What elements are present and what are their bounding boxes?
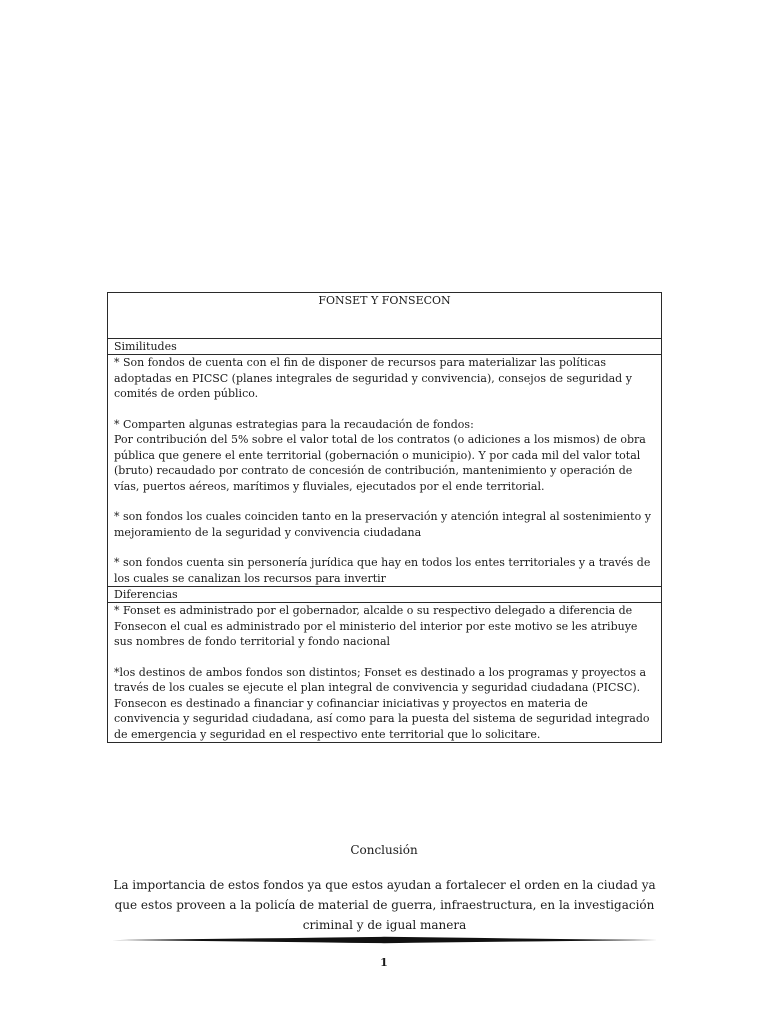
diferencia-paragraph: *los destinos de ambos fondos son distintos; Fonset es destinado a los programas y proyectos a través de los cuales se ejecute el plan integral de convivencia y seguridad ciudadana (PICSC). bbox=[114, 665, 647, 694]
similitud-paragraph: * son fondos los cuales coinciden tanto en la preservación y atención integral al sostenimiento y mejoramiento de la seguridad y convivencia ciudadana bbox=[114, 510, 651, 539]
diferencias-content bbox=[108, 603, 662, 743]
diferencias-label: Diferencias bbox=[108, 587, 662, 603]
similitud-paragraph: Por contribución del 5% sobre el valor total de los contratos (o adiciones a los mismos) de obra pública que genere el ente territorial (gobernación o municipio). Y por cada mil del valor total (bruto) recaudado por contrato de concesión de contribución, mantenimiento y operación de vías, puertos aéreos, marítimos y fluviales, ejecutados por el ende territorial. bbox=[114, 433, 646, 493]
similitudes-label: Similitudes bbox=[108, 339, 662, 355]
conclusion-text: La importancia de estos fondos ya que estos ayudan a fortalecer el orden en la ciudad ya que estos proveen a la policía de material de guerra, infraestructura, en la investigación criminal y de igual manera bbox=[113, 878, 656, 932]
table-title: FONSET Y FONSECON bbox=[108, 293, 662, 339]
similitud-paragraph: * son fondos cuenta sin personería jurídica que hay en todos los entes territoriales y a través de los cuales se canalizan los recursos para invertir bbox=[114, 556, 651, 585]
similitud-paragraph: * Comparten algunas estrategias para la recaudación de fondos: bbox=[114, 417, 474, 431]
diferencia-paragraph: Fonsecon es destinado a financiar y cofinanciar iniciativas y proyectos en materia de convivencia y seguridad ciudadana, así como para la puesta del sistema de seguridad integrado de emergencia y seguridad en el respectivo ente territorial que lo solicitare. bbox=[114, 696, 650, 741]
conclusion-heading: Conclusión bbox=[350, 843, 418, 857]
page-number: 1 bbox=[380, 956, 388, 969]
diferencia-paragraph: * Fonset es administrado por el gobernador, alcalde o su respectivo delegado a diferencia de Fonsecon el cual es administrado por el ministerio del interior por este motivo se les atribuye sus nombres de fondo territorial y fondo nacional bbox=[114, 604, 638, 648]
footer-divider bbox=[112, 936, 657, 944]
similitud-paragraph: * Son fondos de cuenta con el fin de disponer de recursos para materializar las políticas adoptadas en PICSC (planes integrales de seguridad y convivencia), consejos de seguridad y comités de orden público. bbox=[114, 356, 632, 400]
comparison-table bbox=[107, 292, 662, 743]
similitudes-content bbox=[108, 355, 662, 587]
